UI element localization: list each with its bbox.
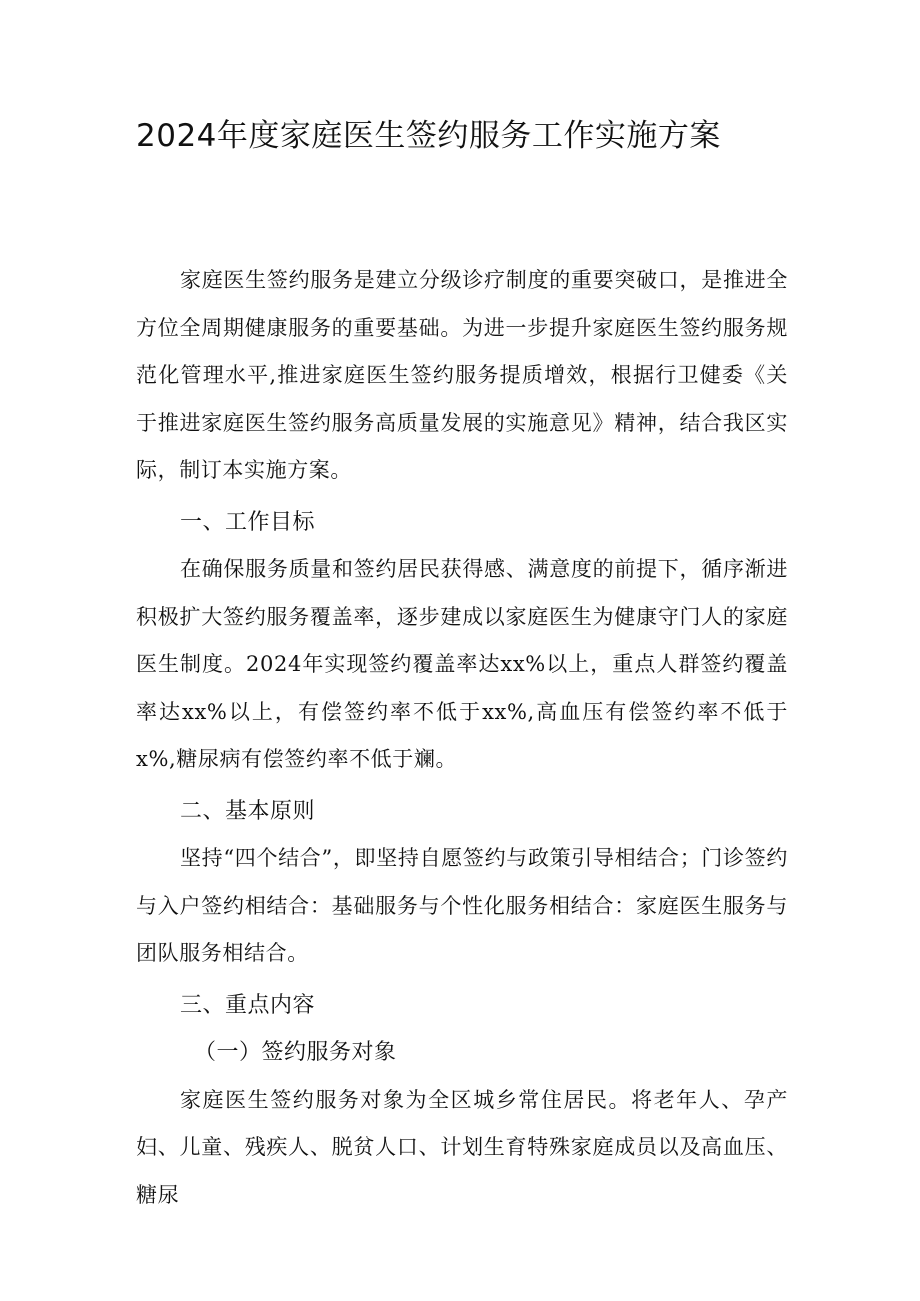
section-heading-goals: 一、工作目标 (180, 509, 316, 535)
intro-paragraph: 家庭医生签约服务是建立分级诊疗制度的重要突破口，是推进全方位全周期健康服务的重要基础。为进一步提升家庭医生签约服务规范化管理水平,推进家庭医生签约服务提质增效，根据行卫健委《关于推进家庭医生签约服务高质量发展的实施意见》精神，结合我区实际，制订本实施方案。 (136, 268, 788, 482)
principles-paragraph: 坚持“四个结合”，即坚持自愿签约与政策引导相结合；门诊签约与入户签约相结合：基础服务与个性化服务相结合：家庭医生服务与团队服务相结合。 (136, 846, 788, 965)
document-title: 2024年度家庭医生签约服务工作实施方案 (136, 118, 721, 154)
goals-paragraph: 在确保服务质量和签约居民获得感、满意度的前提下，循序渐进积极扩大签约服务覆盖率，逐步建成以家庭医生为健康守门人的家庭医生制度。2024年实现签约覆盖率达xx%以上，重点人群签约覆盖率达xx%以上，有偿签约率不低于xx%,高血压有偿签约率不低于x%,糖尿病有偿签约率不低于斓。 (136, 557, 788, 771)
section-heading-key-content: 三、重点内容 (180, 992, 316, 1018)
service-targets-paragraph: 家庭医生签约服务对象为全区城乡常住居民。将老年人、孕产妇、儿童、残疾人、脱贫人口、计划生育特殊家庭成员以及高血压、糖尿 (136, 1087, 788, 1207)
section-heading-principles: 二、基本原则 (180, 798, 316, 824)
document-body (136, 257, 788, 1219)
subsection-heading-service-targets: （一）签约服务对象 (194, 1040, 397, 1065)
